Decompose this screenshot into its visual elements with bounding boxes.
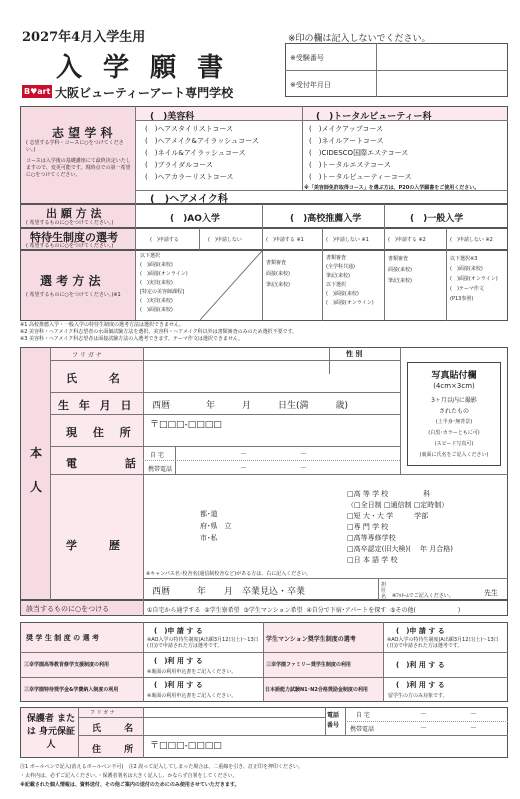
guardian-mobile-field-2[interactable]: － bbox=[470, 724, 477, 732]
scholarship-apply[interactable]: ( )申請する bbox=[150, 237, 179, 243]
scholarship-apply[interactable]: ( )申請する ※2 bbox=[388, 237, 426, 243]
photo-instructions bbox=[407, 395, 501, 461]
photo-line: (スピード写真可) bbox=[434, 441, 474, 447]
sex-label: 性 別 bbox=[346, 350, 363, 358]
address-field[interactable] bbox=[143, 428, 400, 446]
housing-option[interactable]: ③学生マンション希望 bbox=[243, 607, 303, 614]
school-type-list bbox=[347, 489, 453, 566]
general-admission-option[interactable]: ( )一般入学 bbox=[410, 214, 464, 224]
selection-text: 面接(来校) bbox=[266, 271, 290, 277]
guardian-name-label: 氏 名 bbox=[92, 724, 144, 734]
footer-note: ・太枠内は、必ずご記入ください。・保護者署名は大きく記入し、かならず自署をしてください。 bbox=[20, 773, 238, 779]
course-option[interactable]: ( )ヘアメイク&アイラッシュコース bbox=[145, 137, 259, 145]
photo-line: (上半身･無背景) bbox=[435, 419, 473, 425]
footnote: ※3 美容科・ヘアメイク科志望者は面接試験方法の入選考できます。テーマ作文は選択できません。 bbox=[20, 336, 244, 342]
footnote: ※1 高校推薦入学・一般入学の特待生制度の選考方法は選択できません。 bbox=[20, 322, 185, 328]
guardian-home-phone-field-2[interactable]: － bbox=[470, 710, 477, 718]
prefecture-option[interactable]: 府･県 立 bbox=[200, 522, 232, 530]
course-option[interactable]: ( )トータルビューティーコース bbox=[309, 173, 412, 181]
scholarship-apply[interactable]: ( )申請する ※1 bbox=[266, 237, 304, 243]
selection-col-general bbox=[388, 254, 412, 287]
prefecture-option[interactable]: 都･道 bbox=[200, 510, 218, 518]
applicant-furigana-label: フ リ ガ ナ bbox=[72, 352, 102, 359]
applicant-section-label: 本 人 bbox=[29, 446, 42, 494]
guardian-home-phone-label: 自 宅 bbox=[356, 712, 370, 719]
selection-option[interactable]: ( )実技(来校) bbox=[140, 298, 173, 304]
selection-option[interactable]: ( )面接(来校) bbox=[140, 262, 173, 268]
exam-method-label: 出 願 方 法 bbox=[46, 207, 102, 220]
prefecture-option[interactable]: 市･私 bbox=[200, 534, 218, 542]
selection-text: (P13参照) bbox=[450, 296, 474, 302]
guardian-address-label: 住 所 bbox=[92, 745, 144, 755]
course-option[interactable]: ( )CIDESCO国際エステコース bbox=[309, 149, 409, 157]
home-phone-field-2[interactable]: － bbox=[300, 450, 307, 458]
total-beauty-dept-option[interactable]: ( )トータルビューティー科 bbox=[316, 112, 432, 122]
teacher-name-label: 担任名 bbox=[381, 582, 387, 600]
teacher-honorific: 先生 bbox=[484, 589, 498, 597]
guardian-mobile-label: 携帯電話 bbox=[350, 726, 375, 733]
not-applicable-slash bbox=[200, 251, 262, 320]
program-name: 三幸学園高等教育修学支援制度の利用 bbox=[24, 662, 110, 668]
housing-option[interactable]: ⑤その他( ) bbox=[390, 607, 461, 614]
footer-note: 注1 ボールペンで記入(消えるボールペン不可) 注2 誤って記入してしまった場合は、二重線を引き、訂正印を押印ください。 bbox=[20, 764, 304, 770]
selection-method-label: 選 考 方 法 bbox=[40, 274, 101, 288]
program-apply-option[interactable]: ( )申 請 す る bbox=[396, 627, 445, 635]
course-option[interactable]: ( )ネイル&アイラッシュコース bbox=[145, 149, 246, 157]
program-name: 三幸学園ファミリー奨学生制度の利用 bbox=[266, 662, 351, 668]
course-option[interactable]: ( )ネイルアートコース bbox=[309, 137, 384, 145]
address-label: 現 住 所 bbox=[66, 426, 137, 439]
selection-option[interactable]: ( )面接(来校) bbox=[326, 291, 359, 297]
photo-line: 3ヶ月以内に撮影 bbox=[431, 397, 477, 404]
desired-course-instruction: ( 志望する学科・コースに○をつけてください。) bbox=[26, 140, 124, 153]
footnote: ※2 美容科・ヘアメイク科志望者の水面個試験方法を選択、美容科・ヘアメイク科以外は書類審査のみのため選択不要です。 bbox=[20, 329, 298, 335]
housing-option[interactable]: ④自分で下宿･アパートを探す bbox=[306, 607, 387, 614]
school-name: 大阪ビューティーアート専門学校 bbox=[55, 86, 234, 100]
campus-note: ※キャンパス名･校舎名(通信制校舎など)がある方は、右に記入ください。 bbox=[146, 571, 312, 577]
program-use-option[interactable]: ( )利 用 す る bbox=[154, 657, 203, 665]
ao-admission-option[interactable]: ( )AO入学 bbox=[170, 214, 220, 224]
mobile-phone-field[interactable]: － bbox=[240, 464, 247, 472]
program-name: 奨 学 生 制 度 の 選 考 bbox=[26, 634, 100, 642]
course-option[interactable]: ( )トータルエステコース bbox=[309, 161, 391, 169]
selection-text: 以下選択※3 bbox=[450, 256, 478, 262]
selection-option[interactable]: ( )面接(オンライン) bbox=[140, 271, 188, 277]
photo-line: (裏面に氏名をご記入ください) bbox=[419, 452, 489, 458]
exam-number-label: ※受験番号 bbox=[290, 54, 324, 62]
home-phone-label: 自 宅 bbox=[150, 452, 164, 459]
selection-text: 筆記(来校) bbox=[266, 282, 290, 288]
school-logo: B♥art bbox=[24, 87, 51, 96]
school-type-option[interactable]: □専 門 学 校 bbox=[347, 523, 389, 531]
sex-field[interactable] bbox=[329, 361, 400, 392]
license-course-note: ※「美容師免許取得コース」を選ぶ方は、P20の入学願書をご使用ください。 bbox=[304, 185, 480, 191]
beauty-course-list bbox=[145, 123, 259, 183]
selection-footnotes bbox=[20, 322, 297, 343]
selection-option[interactable]: ( )面接(オンライン) bbox=[326, 300, 374, 306]
total-beauty-course-list bbox=[309, 123, 412, 183]
selection-text: 筆記(来校) bbox=[326, 273, 350, 279]
course-option[interactable]: ( )ブライダルコース bbox=[145, 161, 213, 169]
scholarship-label: 特待生制度の選考 bbox=[30, 231, 118, 244]
course-option[interactable]: ( )ヘアカラーリストコース bbox=[145, 173, 234, 181]
selection-col-ao bbox=[140, 252, 188, 315]
scholarship-not-apply[interactable]: ( )申請しない bbox=[208, 237, 242, 243]
school-type-option[interactable]: （□全日制 □通信制 □定時制） bbox=[347, 501, 449, 509]
photo-line: されたもの bbox=[438, 408, 469, 415]
housing-option[interactable]: ①自宅から通学する bbox=[147, 607, 201, 614]
applicant-name-label: 氏 名 bbox=[66, 372, 134, 385]
course-option[interactable]: ( )ヘアスタイリストコース bbox=[145, 125, 234, 133]
program-name: 三幸学園特待奨学金&学費納入制度の利用 bbox=[24, 687, 119, 693]
guardian-mobile-field[interactable]: － bbox=[420, 724, 427, 732]
program-note: ※裏面の利用申込書をご記入ください。 bbox=[147, 693, 237, 699]
hair-makeup-dept-option[interactable]: ( )ヘアメイク科 bbox=[150, 194, 228, 205]
year-title: 2027年4月入学生用 bbox=[22, 30, 146, 45]
school-type-option[interactable]: □高 等 学 校 科 bbox=[347, 490, 431, 498]
scholarship-instruction: ( 希望するものに○をつけてください。) bbox=[26, 243, 114, 249]
program-note: 留学生の方のみ対象です。 bbox=[388, 693, 448, 699]
housing-options bbox=[147, 605, 460, 614]
home-phone-field[interactable]: － bbox=[240, 450, 247, 458]
guardian-home-phone-field[interactable]: － bbox=[420, 710, 427, 718]
program-name: 日本語能力試験N1･N2合格奨励金制度の利用 bbox=[265, 687, 368, 693]
selection-text: 面接(来校) bbox=[388, 267, 412, 273]
selection-option[interactable]: ( )実技(来校) bbox=[140, 280, 173, 286]
selection-col-general-2 bbox=[450, 254, 498, 304]
school-type-option[interactable]: □高等専修学校 bbox=[347, 534, 396, 542]
selection-text: (全学科共通) bbox=[326, 264, 355, 270]
selection-col-recommend bbox=[266, 258, 290, 291]
photo-line: (白黒･カラーともに可) bbox=[428, 430, 480, 436]
scholarship-not-apply[interactable]: ( )申請しない ※1 bbox=[326, 237, 369, 243]
exam-method-instruction: ( 希望するものに○をつけてください。) bbox=[26, 220, 114, 226]
program-note: ※AO入学の特待生制度(A出願3月12日(土)～13日(日))で申請された方は選考です。 bbox=[387, 637, 499, 649]
mobile-phone-field-2[interactable]: － bbox=[300, 464, 307, 472]
selection-option[interactable]: ( )面接(来校) bbox=[450, 266, 483, 272]
desired-course-label: 志 望 学 科 bbox=[52, 126, 113, 140]
school-type-option[interactable]: □日 本 語 学 校 bbox=[347, 556, 398, 564]
education-label: 学 歴 bbox=[66, 539, 134, 552]
selection-option[interactable]: ( )面接(来校) bbox=[140, 307, 173, 313]
selection-option[interactable]: ( )テーマ作文 bbox=[450, 286, 484, 292]
footer-notes bbox=[20, 763, 303, 790]
guardian-name-field[interactable] bbox=[143, 718, 325, 735]
selection-text: 書類審査 bbox=[388, 256, 409, 262]
birth-date-label: 生 年 月 日 bbox=[58, 399, 135, 412]
address-postal-code[interactable]: 〒□□□-□□□□ bbox=[150, 420, 222, 430]
phone-label: 電 話 bbox=[66, 457, 158, 470]
scholarship-not-apply[interactable]: ( )申請しない ※2 bbox=[450, 237, 493, 243]
mobile-phone-label: 携帯電話 bbox=[148, 466, 173, 473]
housing-label: 該当するものに○をつける bbox=[26, 605, 110, 613]
program-note: ※AO入学の特待生制度(A出願3月12日(土)～13日(日))で申請された方は選考です。 bbox=[147, 637, 259, 649]
program-use-option[interactable]: ( )利 用 す る bbox=[396, 681, 445, 689]
selection-text: 筆記(来校) bbox=[388, 278, 412, 284]
school-type-option[interactable]: □高卒認定(旧大検)( 年 月合格) bbox=[347, 545, 453, 553]
teacher-name-note: ※ﾌﾙﾈｰﾑでご記入ください。 bbox=[392, 593, 454, 599]
guardian-postal-code[interactable]: 〒□□□-□□□□ bbox=[150, 741, 222, 751]
housing-option[interactable]: ②学生寮希望 bbox=[204, 607, 240, 614]
desired-course-note: コースは入学後の基礎講座にて最終決定いたしますので、変更可能です。現時点での第一希望に○をつけてください。 bbox=[26, 158, 131, 178]
course-option[interactable]: ( )メイクアップコース bbox=[309, 125, 383, 133]
program-name: 学生マンション奨学生制度の選考 bbox=[266, 636, 356, 643]
received-date-label: ※受付年月日 bbox=[290, 81, 331, 89]
program-apply-option[interactable]: ( )申 請 す る bbox=[154, 627, 203, 635]
selection-text: [特定の美容師課程] bbox=[140, 289, 184, 295]
guardian-furigana-label: フ リ ガ ナ bbox=[90, 710, 115, 716]
office-use-notice: ※印の欄は記入しないでください。 bbox=[288, 34, 431, 44]
beauty-dept-option[interactable]: ( )美容科 bbox=[150, 112, 195, 122]
selection-text: 書類審査 bbox=[266, 260, 287, 266]
selection-option[interactable]: ( )面接(オンライン) bbox=[450, 276, 498, 282]
selection-text: 以下選択 bbox=[140, 253, 161, 259]
selection-text: 以下選択 bbox=[326, 282, 347, 288]
birth-date-field[interactable]: 西暦 年 月 日生(満 歳) bbox=[152, 401, 349, 411]
school-type-option[interactable]: □短 大・大 学 学部 bbox=[347, 512, 429, 520]
program-use-option[interactable]: ( )利 用 す る bbox=[154, 681, 203, 689]
application-title: 入 学 願 書 bbox=[56, 53, 230, 83]
program-use-option[interactable]: ( )利 用 す る bbox=[396, 661, 445, 669]
selection-text: 書類審査 bbox=[326, 255, 347, 261]
selection-method-instruction: ( 希望するものに○をつけてください。)※1 bbox=[26, 292, 121, 298]
recommendation-option[interactable]: ( )高校推薦入学 bbox=[290, 214, 362, 224]
program-note: ※裏面の利用申込書をご記入ください。 bbox=[147, 669, 237, 675]
photo-title: 写真貼付欄 bbox=[431, 371, 477, 381]
applicant-name-field[interactable] bbox=[143, 361, 329, 392]
selection-col-recommend-2 bbox=[326, 254, 374, 308]
graduation-field[interactable]: 西暦 年 月 卒業見込・卒業 bbox=[152, 587, 306, 597]
school-type-prefecture bbox=[200, 508, 232, 544]
guardian-phone-label: 電話 番号 bbox=[327, 712, 340, 729]
guardian-label: 保護者 または 身元保証人 bbox=[26, 714, 76, 750]
photo-size: (4cm×3cm) bbox=[433, 382, 475, 390]
footer-note: ※記載された個人情報は、資料送付、その他ご案内の送付のためにのみ使用させていただきます。 bbox=[20, 782, 240, 788]
